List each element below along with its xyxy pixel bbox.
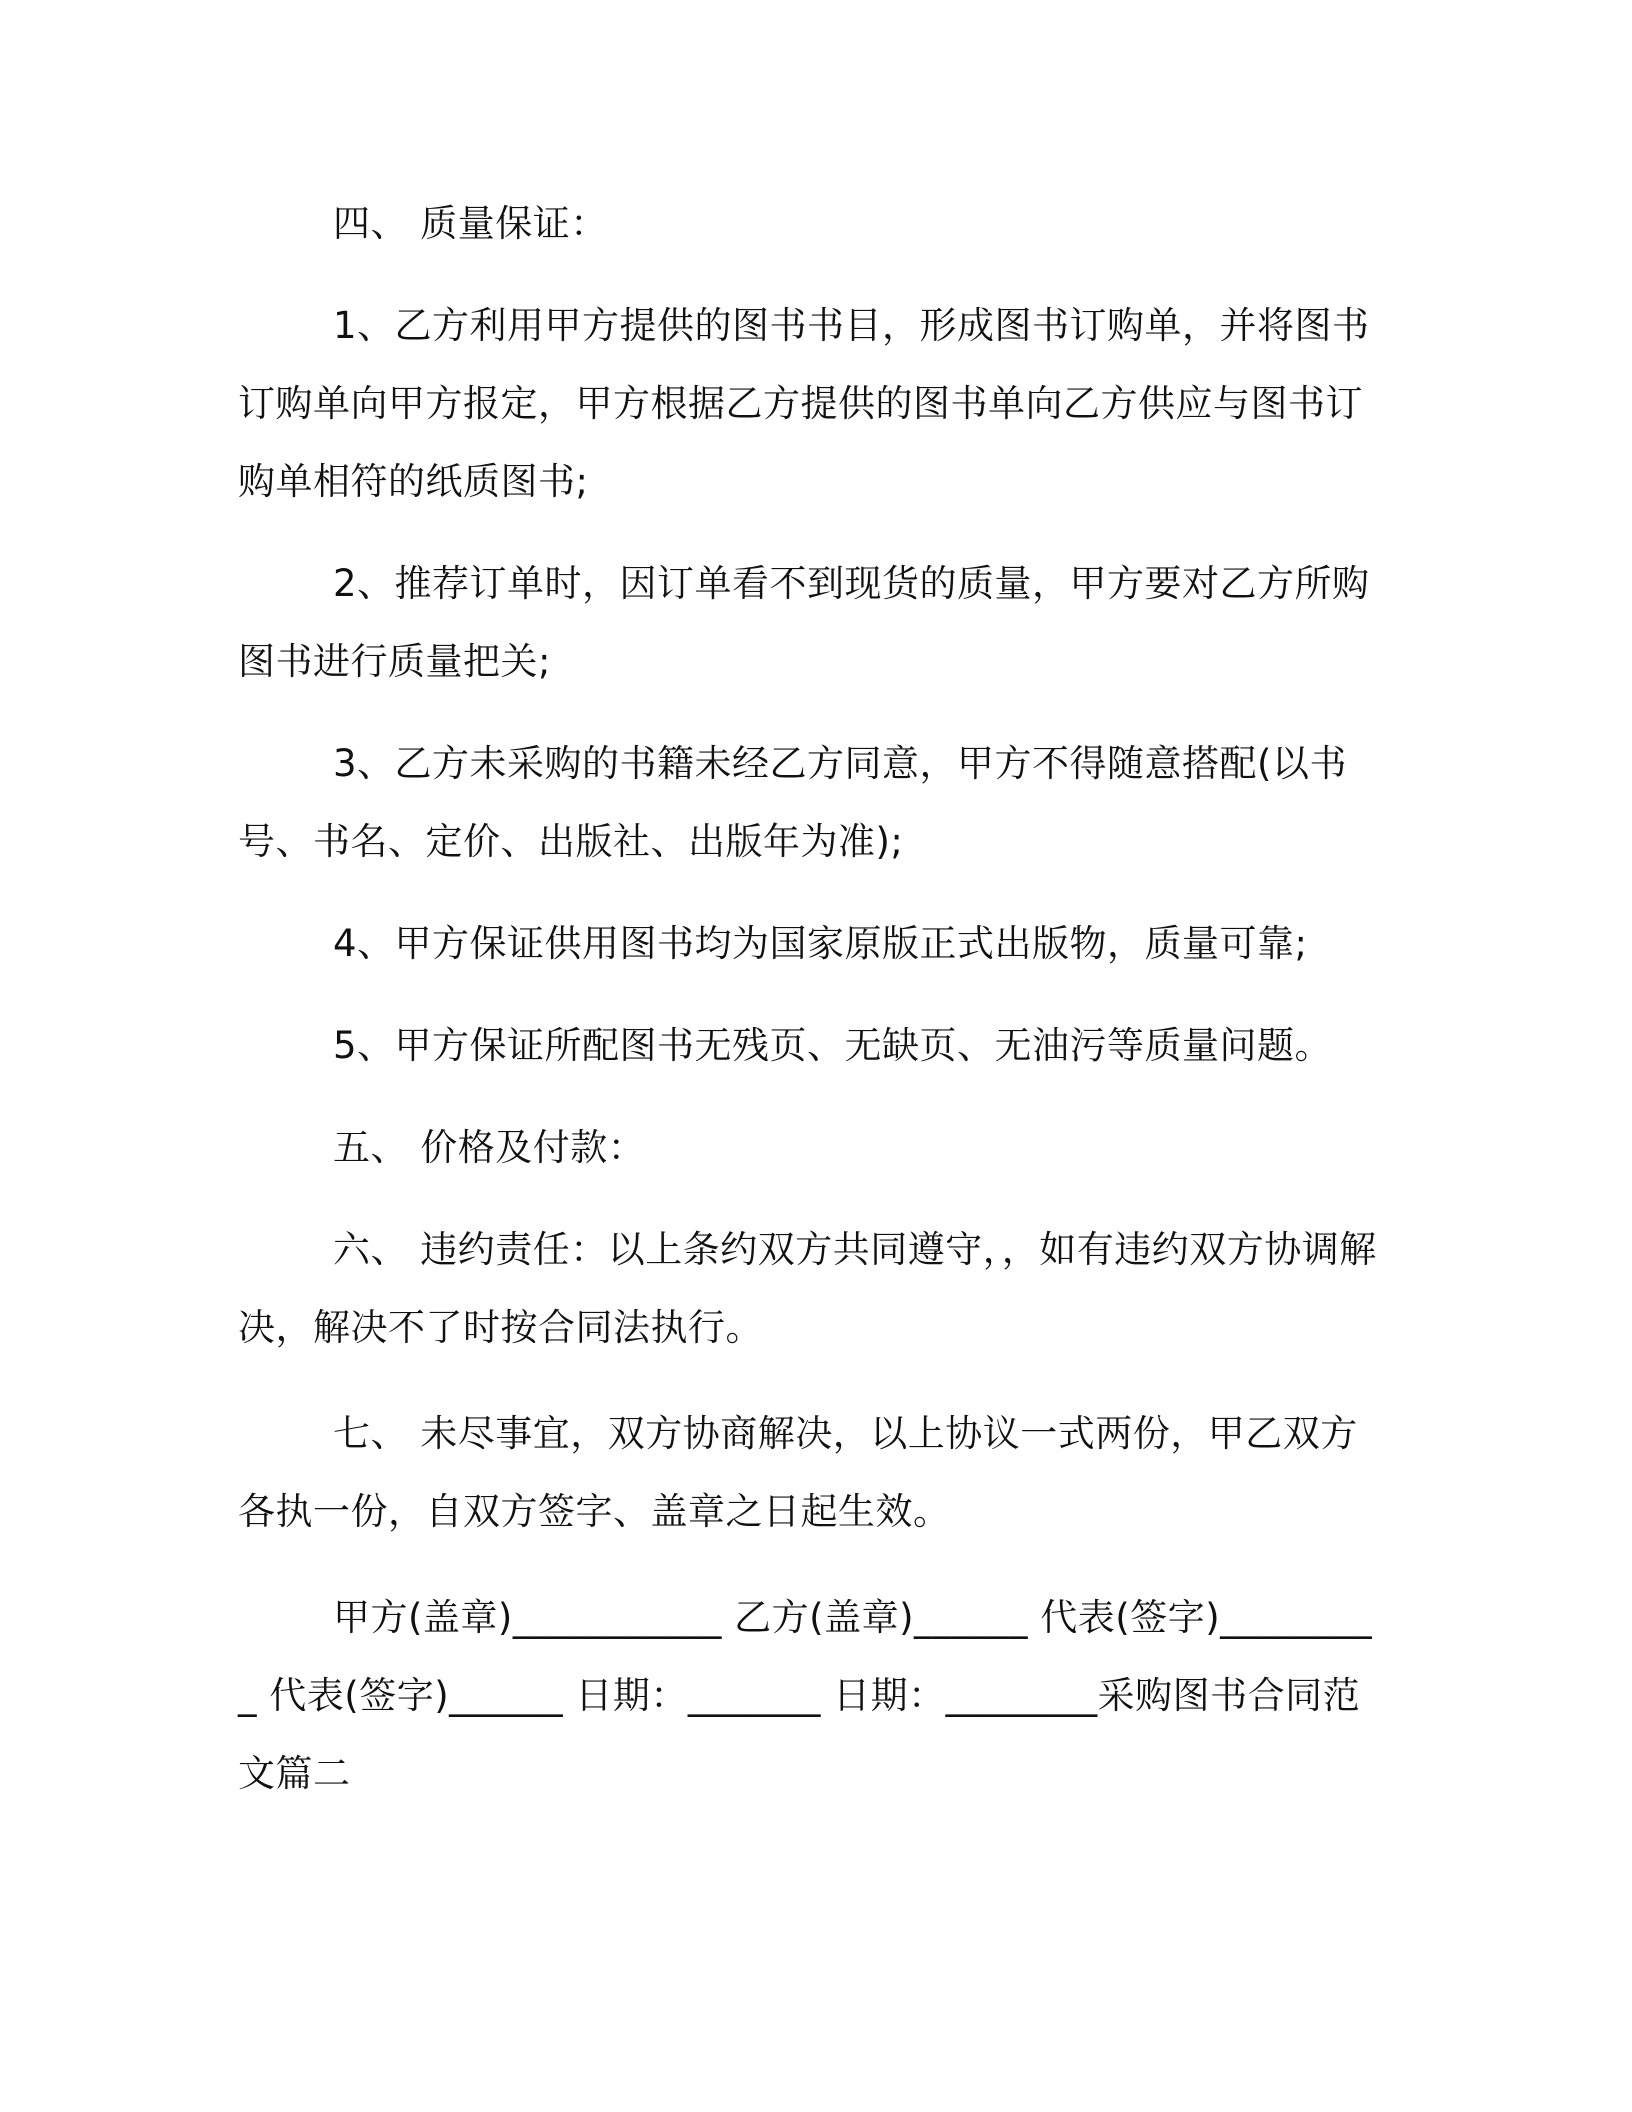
section-heading-quality-guarantee: 四、 质量保证： (333, 202, 608, 245)
section-heading-price-payment: 五、 价格及付款： (333, 1126, 646, 1169)
section-other-matters: 七、 未尽事宜，双方协商解决，以上协议一式两份，甲乙双方各执一份，自双方签字、盖章之日起生效。 (238, 1412, 1358, 1533)
signature-block: 甲方(盖章)___________ 乙方(盖章)______ 代表(签字)_________ 代表(签字)______ 日期：_______ 日期：________采购图书合同范文篇二 (238, 1596, 1373, 1795)
clause-1: 1、乙方利用甲方提供的图书书目，形成图书订购单，并将图书订购单向甲方报定，甲方根据乙方提供的图书单向乙方供应与图书订购单相符的纸质图书; (238, 304, 1370, 503)
section-breach-liability: 六、 违约责任：以上条约双方共同遵守，，如有违约双方协调解决，解决不了时按合同法执行。 (238, 1228, 1377, 1349)
document-body (238, 185, 1388, 1813)
clause-4: 4、甲方保证供用图书均为国家原版正式出版物，质量可靠; (333, 922, 1308, 965)
clause-5: 5、甲方保证所配图书无残页、无缺页、无油污等质量问题。 (333, 1024, 1333, 1067)
clause-2: 2、推荐订单时，因订单看不到现货的质量，甲方要对乙方所购图书进行质量把关; (238, 562, 1370, 683)
clause-3: 3、乙方未采购的书籍未经乙方同意，甲方不得随意搭配(以书号、书名、定价、出版社、出版年为准); (238, 742, 1347, 863)
